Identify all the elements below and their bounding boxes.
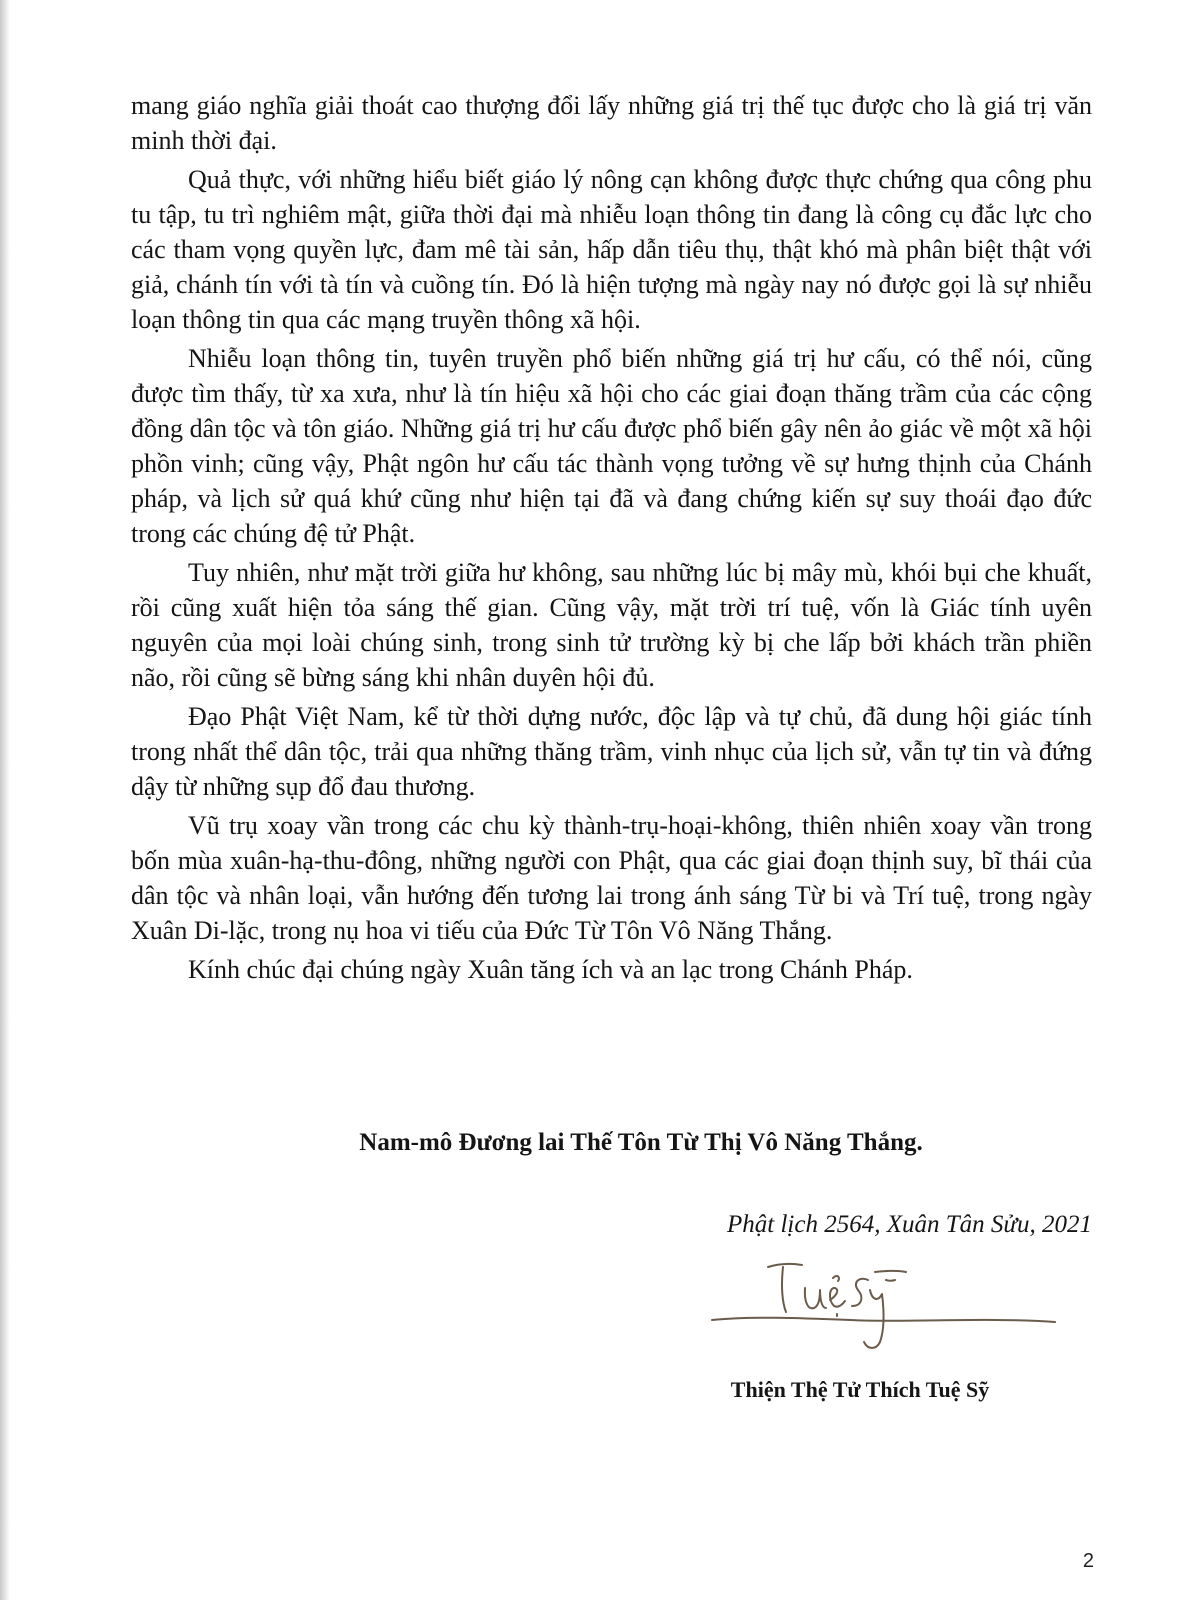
paragraph-7: Kính chúc đại chúng ngày Xuân tăng ích và an lạc trong Chánh Pháp. (188, 955, 913, 984)
page-number: 2 (1082, 1550, 1094, 1572)
paragraph-1: mang giáo nghĩa giải thoát cao thượng đổi lấy những giá trị thế tục được cho là giá trị văn minh thời đại. (131, 91, 1092, 155)
paragraph-2: Quả thực, với những hiểu biết giáo lý nông cạn không được thực chứng qua công phu tu tập, tu trì nghiêm mật, giữa thời đại mà nhiễu loạn thông tin đang là công cụ đắc lực cho các tham vọng quyền lực, đam mê tài sản, hấp dẫn tiêu thụ, thật khó mà phân biệt thật với giả, chánh tín với tà tín và cuồng tín. Đó là hiện tượng mà ngày nay nó được gọi là sự nhiễu loạn thông tin qua các mạng truyền thông xã hội. (131, 165, 1092, 334)
invocation-line: Nam-mô Đương lai Thế Tôn Từ Thị Vô Năng Thắng. (359, 1129, 923, 1156)
paragraph-4: Tuy nhiên, như mặt trời giữa hư không, sau những lúc bị mây mù, khói bụi che khuất, rồi cũng xuất hiện tỏa sáng thế gian. Cũng vậy, mặt trời trí tuệ, vốn là Giác tính uyên nguyên của mọi loài chúng sinh, trong sinh tử trường kỳ bị che lấp bởi khách trần phiền não, rồi cũng sẽ bừng sáng khi nhân duyên hội đủ. (131, 558, 1092, 692)
body-text (131, 88, 1092, 987)
paragraph-3: Nhiễu loạn thông tin, tuyên truyền phổ biến những giá trị hư cấu, có thể nói, cũng được tìm thấy, từ xa xưa, như là tín hiệu xã hội cho các giai đoạn thăng trầm của các cộng đồng dân tộc và tôn giáo. Những giá trị hư cấu được phổ biến gây nên ảo giác về một xã hội phồn vinh; cũng vậy, Phật ngôn hư cấu tác thành vọng tưởng về sự hưng thịnh của Chánh pháp, và lịch sử quá khứ cũng như hiện tại đã và đang chứng kiến sự suy thoái đạo đức trong các chúng đệ tử Phật. (131, 344, 1092, 548)
paragraph-5: Đạo Phật Việt Nam, kể từ thời dựng nước, độc lập và tự chủ, đã dung hội giác tính trong nhất thể dân tộc, trải qua những thăng trầm, vinh nhục của lịch sử, vẫn tự tin và đứng dậy từ những sụp đổ đau thương. (131, 702, 1092, 801)
handwritten-signature (710, 1250, 1090, 1375)
paragraph-6: Vũ trụ xoay vần trong các chu kỳ thành-trụ-hoại-không, thiên nhiên xoay vần trong bốn mùa xuân-hạ-thu-đông, những người con Phật, qua các giai đoạn thịnh suy, bĩ thái của dân tộc và nhân loại, vẫn hướng đến tương lai trong ánh sáng Từ bi và Trí tuệ, trong ngày Xuân Di-lặc, trong nụ hoa vi tiếu của Đức Từ Tôn Vô Năng Thắng. (131, 811, 1092, 945)
date-line: Phật lịch 2564, Xuân Tân Sửu, 2021 (726, 1211, 1092, 1238)
signer-name: Thiện Thệ Tử Thích Tuệ Sỹ (730, 1377, 990, 1402)
